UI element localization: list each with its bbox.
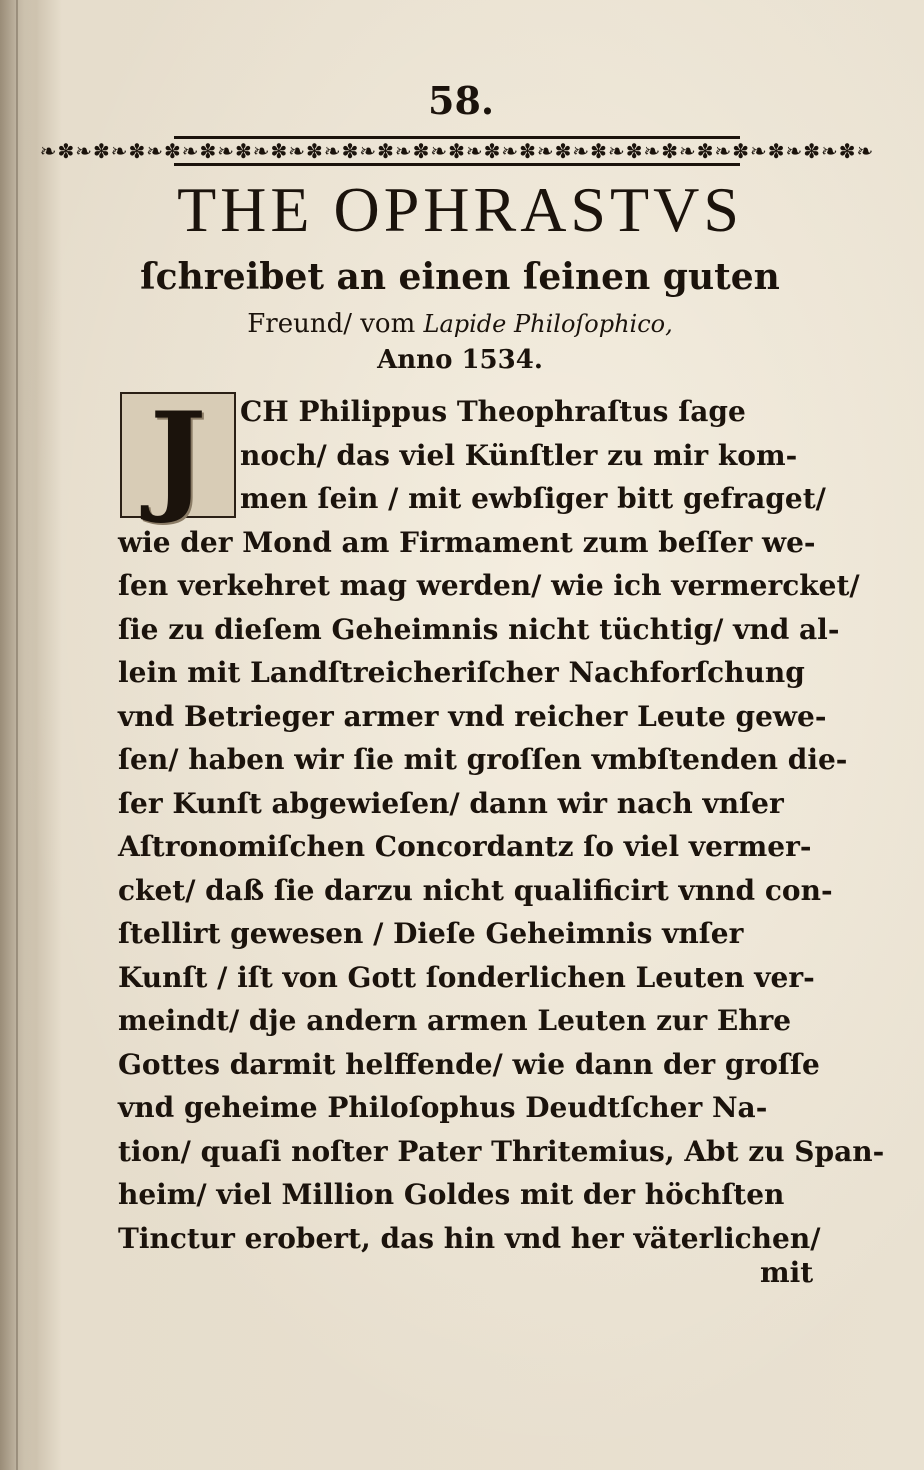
catchword: mit [760, 1256, 814, 1289]
subtitle-latin: Lapide Philoſophico, [423, 310, 673, 338]
text-line: Tinctur erobert, das hin vnd her väterlichen/ [118, 1221, 821, 1255]
text-line: ſtellirt gewesen / Dieſe Geheimnis vnſer [118, 917, 744, 950]
page-number: 58. [428, 78, 495, 123]
text-line: men ſein / mit ewbſiger bitt gefraget/ [240, 482, 826, 515]
subtitle-line: ſchreibet an einen ſeinen guten [140, 256, 780, 298]
text-line: tion/ quaſi noſter Pater Thritemius, Abt zu Span- [118, 1134, 885, 1168]
text-line: meindt/ dje andern armen Leuten zur Ehre [118, 1004, 792, 1037]
book-spine-edge [16, 0, 18, 1470]
text-line: heim/ viel Million Goldes mit der höchſten [118, 1178, 785, 1211]
text-line: ſen verkehret mag werden/ wie ich vermercket/ [118, 569, 860, 602]
text-line: Kunſt / iſt von Gott ſonderlichen Leuten ver- [118, 960, 815, 994]
text-line: vnd Betrieger armer vnd reicher Leute gewe- [118, 699, 827, 733]
text-line: vnd geheime Philoſophus Deudtſcher Na- [118, 1091, 768, 1124]
body-text [118, 390, 885, 1260]
text-line: lein mit Landſtreicheriſcher Nachforſchung [118, 656, 805, 689]
text-line: ſen/ haben wir ſie mit groſſen vmbſtenden die- [118, 743, 848, 776]
year-line: Anno 1534. [377, 345, 543, 375]
text-line: Gottes darmit helffende/ wie dann der groſſe [118, 1047, 820, 1081]
text-line: ſer Kunſt abgewieſen/ dann wir nach vnſer [118, 786, 784, 820]
subtitle-line-2 [200, 304, 720, 344]
book-gutter-shadow [0, 0, 40, 1470]
text-line: CH Philippus Theophraſtus ſage [240, 395, 746, 428]
text-line: noch/ das viel Künſtler zu mir kom- [240, 438, 798, 472]
page-heading: THE OPHRASTVS [177, 174, 743, 245]
decorated-initial-letter: J [120, 392, 236, 518]
text-line: ſie zu dieſem Geheimnis nicht tüchtig/ vnd al- [118, 612, 840, 646]
text-line: Aſtronomiſchen Concordantz ſo viel vermer- [118, 830, 812, 863]
text-line: wie der Mond am Firmament zum beſſer we- [118, 525, 816, 559]
decorative-ornament-band: ❧✽❧✽❧✽❧✽❧✽❧✽❧✽❧✽❧✽❧✽❧✽❧✽❧✽❧✽❧✽❧✽❧✽❧✽❧✽❧✽❧✽❧✽❧✽❧ [174, 136, 740, 166]
text-line: cket/ daß ſie darzu nicht qualificirt vnnd con- [118, 873, 833, 907]
subtitle-prefix: Freund/ vom [247, 309, 424, 339]
